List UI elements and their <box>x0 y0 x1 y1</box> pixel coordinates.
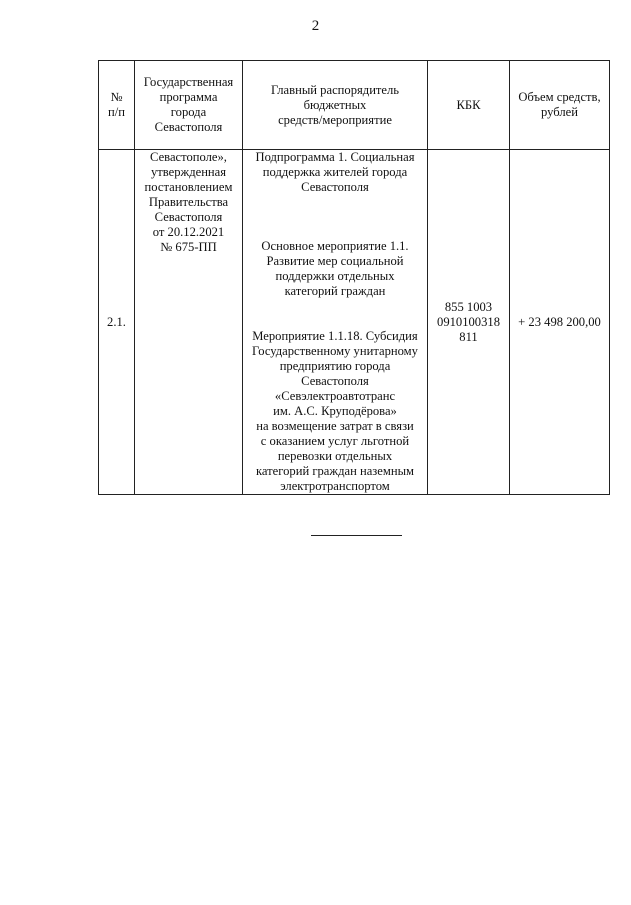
page-number: 2 <box>311 18 320 34</box>
row-number: 2.1. <box>99 150 135 495</box>
closing-rule <box>311 535 402 536</box>
header-amount: Объем средств, рублей <box>510 61 610 150</box>
table-header-row <box>99 61 610 150</box>
main-event-text: Основное мероприятие 1.1. Развитие мер социальной поддержки отдельных категорий граждан <box>261 239 409 298</box>
table-row <box>99 150 610 495</box>
row-kbk: 855 1003 0910100318 811 <box>428 150 510 495</box>
header-program: Государственная программа города Севастополя <box>135 61 243 150</box>
row-amount: + 23 498 200,00 <box>510 150 610 495</box>
header-kbk: КБК <box>428 61 510 150</box>
subprogram-text: Подпрограмма 1. Социальная поддержка жителей города Севастополя <box>255 150 415 194</box>
row-manager <box>243 150 428 495</box>
row-program: Севастополе», утвержденная постановлением Правительства Севастополя от 20.12.2021 № 675-ПП <box>135 150 243 495</box>
event-text: Мероприятие 1.1.18. Субсидия Государственному унитарному предприятию города Севастополя «Севэлектроавтотранс им. А.С. Круподёрова» на возмещение затрат в связи с оказанием услуг льготной перевозки отдельных категорий граждан наземным электротранспортом <box>252 329 418 493</box>
budget-table <box>98 60 610 495</box>
header-number: № п/п <box>99 61 135 150</box>
header-manager: Главный распорядитель бюджетных средств/мероприятие <box>243 61 428 150</box>
